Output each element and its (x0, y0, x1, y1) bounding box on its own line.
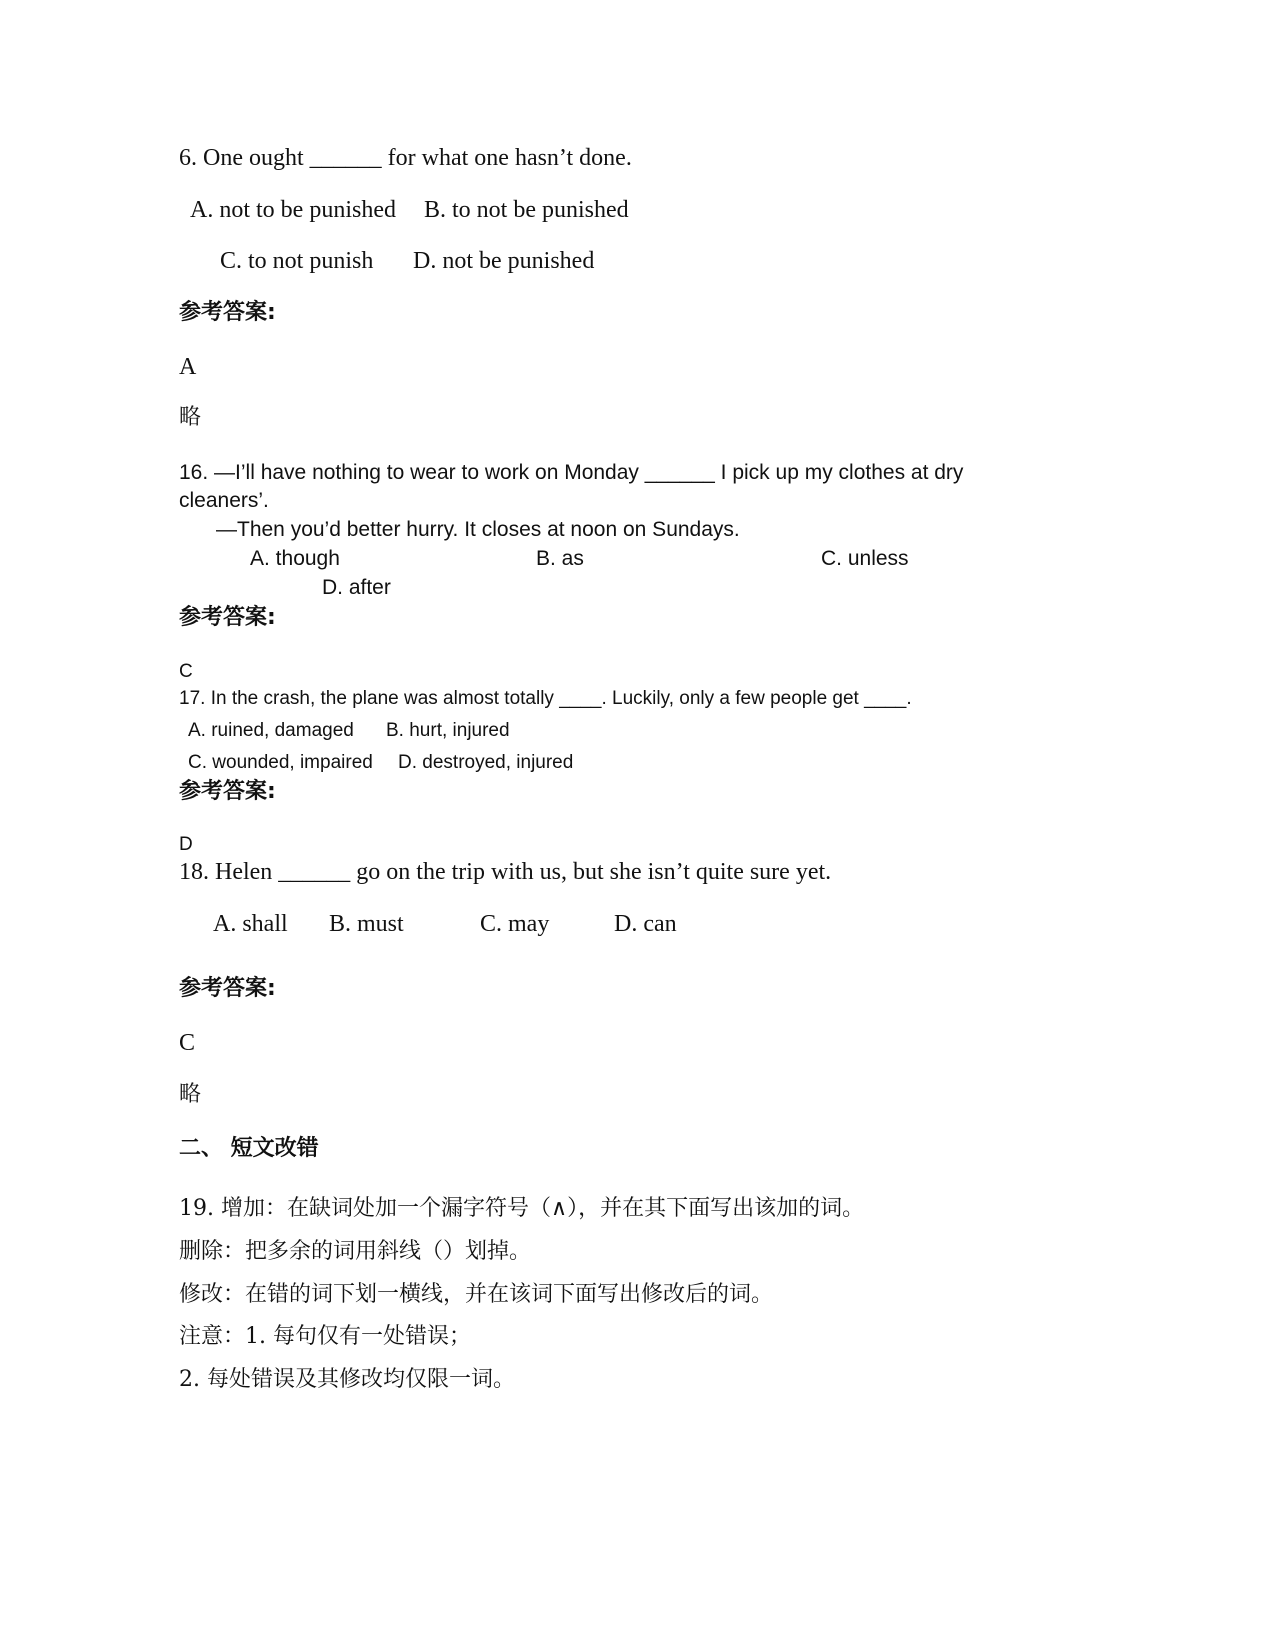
question-17-answer-label: 参考答案: (179, 779, 276, 804)
section-2-line-3: 修改：在错的词下划一横线，并在该词下面写出修改后的词。 (179, 1282, 774, 1307)
section-2-heading: 二、 短文改错 (179, 1136, 319, 1161)
question-6-answer: A (179, 354, 197, 380)
question-16-stem-line1: 16. —I’ll have nothing to wear to work on Monday ______ I pick up my clothes at dry (179, 461, 964, 484)
question-17-option-b: B. hurt, injured (386, 720, 510, 741)
question-17-option-d: D. destroyed, injured (398, 752, 574, 773)
section-2-line-1: 19. 增加：在缺词处加一个漏字符号（∧），并在其下面写出该加的词。 (179, 1196, 865, 1221)
question-6-option-c: C. to not punish (220, 248, 374, 274)
question-18-option-a: A. shall (213, 911, 288, 937)
question-16-answer-label: 参考答案: (179, 605, 276, 630)
question-17-option-a: A. ruined, damaged (188, 720, 354, 741)
section-2-line-4: 注意：1. 每句仅有一处错误； (179, 1324, 471, 1349)
question-18-answer-label: 参考答案: (179, 976, 276, 1001)
question-6-option-d: D. not be punished (413, 248, 595, 274)
question-16-option-a: A. though (250, 547, 340, 570)
question-6-stem: 6. One ought ______ for what one hasn’t done. (179, 145, 632, 171)
section-2-line-2: 删除：把多余的词用斜线（）划掉。 (179, 1239, 532, 1264)
question-16-option-d: D. after (322, 576, 391, 599)
question-6-option-b: B. to not be punished (424, 197, 629, 223)
question-18-option-c: C. may (480, 911, 550, 937)
question-18-option-d: D. can (614, 911, 677, 937)
question-18-stem: 18. Helen ______ go on the trip with us, but she isn’t quite sure yet. (179, 859, 832, 885)
question-16-option-b: B. as (536, 547, 584, 570)
question-18-note: 略 (179, 1082, 202, 1107)
question-18-option-b: B. must (329, 911, 404, 937)
question-18-answer: C (179, 1030, 196, 1056)
question-17-option-c: C. wounded, impaired (188, 752, 373, 773)
question-6-option-a: A. not to be punished (190, 197, 396, 223)
question-6-note: 略 (179, 405, 202, 430)
section-2-line-5: 2. 每处错误及其修改均仅限一词。 (179, 1367, 515, 1392)
question-17-stem: 17. In the crash, the plane was almost totally ____. Luckily, only a few people get ____. (179, 688, 912, 709)
question-6-answer-label: 参考答案: (179, 300, 276, 325)
question-16-answer: C (179, 661, 193, 682)
question-16-option-c: C. unless (821, 547, 909, 570)
question-16-stem-line3: —Then you’d better hurry. It closes at noon on Sundays. (216, 518, 740, 541)
question-16-stem-line2: cleaners’. (179, 489, 269, 512)
question-17-answer: D (179, 834, 193, 855)
